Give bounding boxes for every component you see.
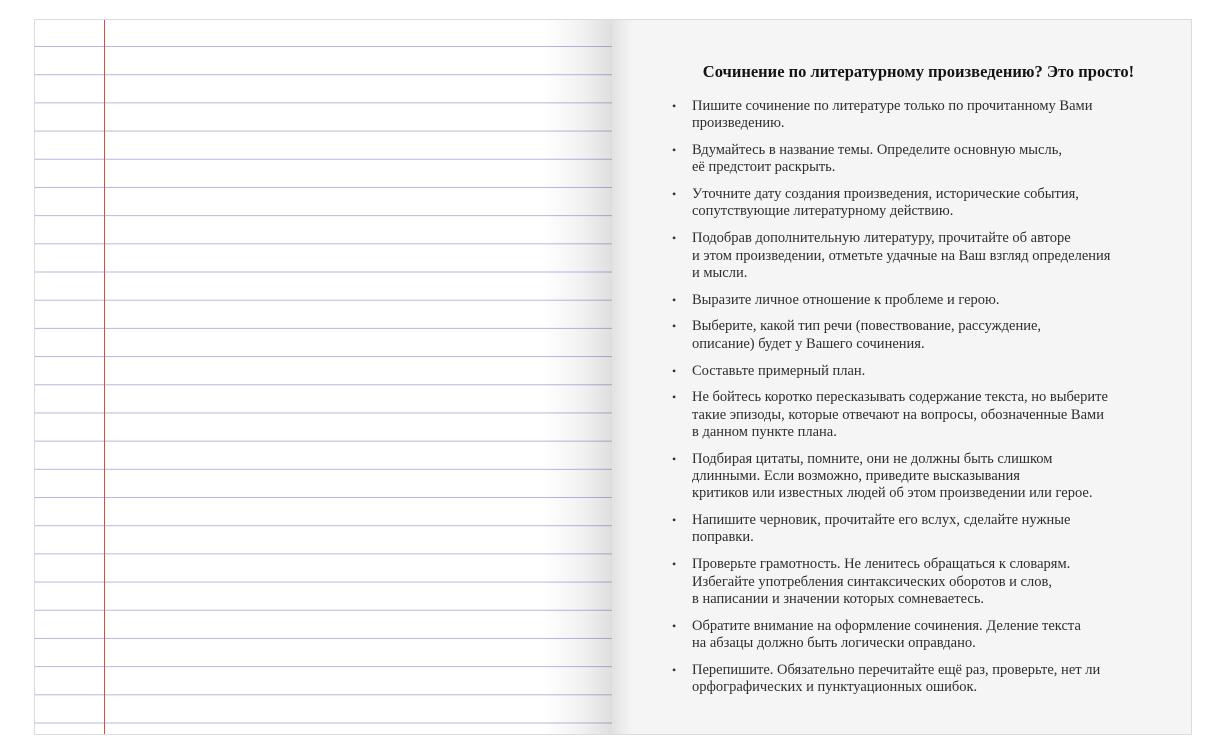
list-item (666, 186, 1171, 221)
list-item (666, 230, 1171, 282)
bullet-icon: • (672, 231, 677, 246)
bullet-icon: • (672, 451, 677, 466)
tip-text: Подбирая цитаты, помните, они не должны быть слишком длинными. Если возможно, приведите высказывания критиков или известных людей об этом произведении или герое. (692, 450, 1093, 502)
bullet-icon: • (672, 513, 677, 528)
bullet-icon: • (672, 187, 677, 202)
bullet-icon: • (672, 292, 677, 307)
tip-text: Напишите черновик, прочитайте его вслух, сделайте нужные поправки. (692, 512, 1071, 546)
tip-text: Вдумайтесь в название темы. Определите основную мысль, её предстоит раскрыть. (692, 142, 1062, 176)
bullet-icon: • (672, 618, 677, 633)
list-item (666, 292, 1171, 309)
page-title: Сочинение по литературному произведению? Это просто! (702, 62, 1135, 81)
tips-list (666, 98, 1171, 696)
margin-line (104, 20, 105, 734)
tip-text: Подобрав дополнительную литературу, прочитайте об авторе и этом произведении, отметьте удачные на Ваш взгляд определения и мысли. (692, 230, 1111, 281)
tip-text: Проверьте грамотность. Не ленитесь обращаться к словарям. Избегайте употребления синтаксических оборотов и слов, в написании и значении которых сомневаетесь. (692, 556, 1071, 607)
lined-page (34, 19, 612, 735)
list-item (666, 556, 1171, 608)
tip-text: Составьте примерный план. (692, 362, 866, 379)
tip-text: Перепишите. Обязательно перечитайте ещё раз, проверьте, нет ли орфографических и пунктуационных ошибок. (692, 661, 1101, 696)
tips-content (666, 60, 1171, 706)
list-item (666, 98, 1171, 133)
bullet-icon: • (672, 662, 677, 677)
list-item (666, 451, 1171, 503)
tip-text: Обратите внимание на оформление сочинения. Деление текста на абзацы должно быть логически оправдано. (692, 617, 1081, 651)
bullet-icon: • (672, 99, 677, 113)
list-item (666, 618, 1171, 653)
bullet-icon: • (672, 319, 677, 334)
tip-text: Пишите сочинение по литературе только по прочитанному Вами произведению. (692, 98, 1093, 132)
tip-text: Не бойтесь коротко пересказывать содержание текста, но выберите такие эпизоды, которые отвечают на вопросы, обозначенные Вами в данном пункте плана. (692, 389, 1108, 440)
tips-page (612, 19, 1192, 735)
tip-text: Выберите, какой тип речи (повествование, рассуждение, описание) будет у Вашего сочинения. (692, 318, 1042, 352)
bullet-icon: • (672, 390, 677, 405)
tip-text: Выразите личное отношение к проблеме и герою. (692, 291, 1000, 308)
list-item (666, 142, 1171, 177)
bullet-icon: • (672, 557, 677, 572)
bullet-icon: • (672, 143, 677, 158)
list-item (666, 363, 1171, 380)
list-item (666, 512, 1171, 547)
bullet-icon: • (672, 363, 677, 378)
gutter-shadow (612, 20, 632, 734)
list-item (666, 662, 1171, 697)
list-item (666, 389, 1171, 441)
list-item (666, 318, 1171, 353)
gutter-shadow (542, 20, 612, 734)
ruled-lines (35, 20, 612, 734)
tip-text: Уточните дату создания произведения, исторические события, сопутствующие литературному действию. (692, 186, 1079, 220)
